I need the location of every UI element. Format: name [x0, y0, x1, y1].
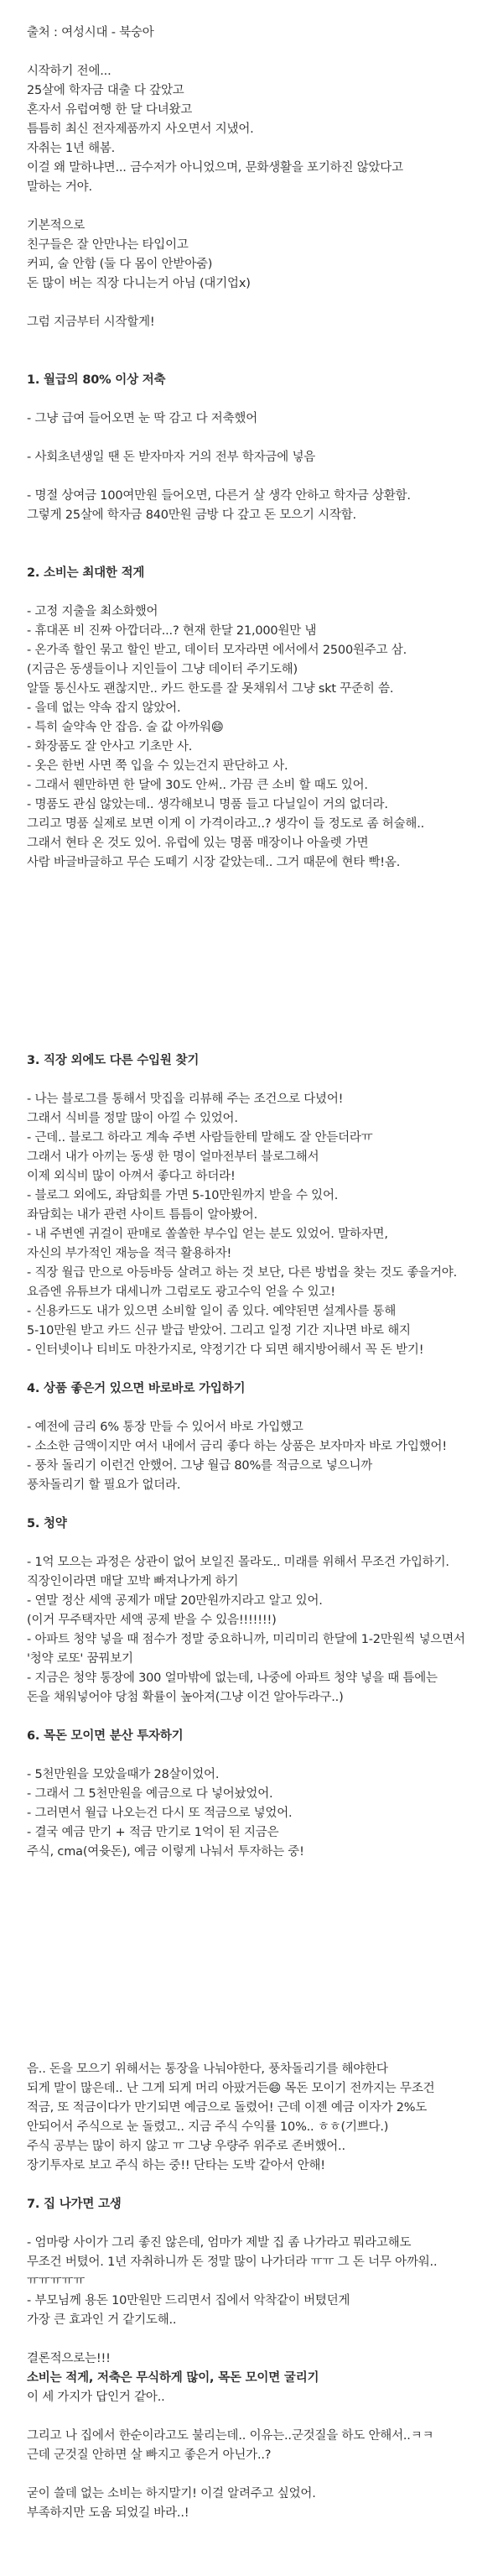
section-item: - 을데 없는 약속 잡지 않았어. [27, 701, 181, 715]
section-item: - 내 주변엔 귀걸이 판매로 쏠쏠한 부수입 얻는 분도 있었어. 말하자면, [27, 1228, 388, 1241]
paragraph-line: 적금, 또 적금이다가 만기되면 예금으로 돌렸어! 근데 이젠 예금 이자가 2%도 [27, 2101, 428, 2115]
section-item: - 소소한 금액이지만 여서 내에서 금리 좋다 하는 상품은 보자마자 바로 가입했어! [27, 1440, 447, 1453]
conclusion-after: 이 세 가지가 답인거 같아.. [27, 2391, 165, 2404]
section-item: 그래서 내가 아끼는 동생 한 명이 얼마전부터 블로그해서 [27, 1150, 319, 1164]
conclusion-summary: 소비는 적게, 저축은 무식하게 많이, 목돈 모이면 굴리기 [27, 2371, 319, 2385]
section-heading: 2. 소비는 최대한 적게 [27, 566, 145, 580]
conclusion-lead: 결론적으로는!!! [27, 2352, 111, 2365]
intro-line: 25살에 학자금 대출 다 갚았고 [27, 84, 184, 97]
section-item: - 그냥 급여 들어오면 눈 딱 감고 다 저축했어 [27, 412, 258, 425]
section-heading: 7. 집 나가면 고생 [27, 2198, 122, 2211]
section-item: - 아파트 청약 넣을 때 점수가 정말 중요하니까, 미리미리 한달에 1-2만원씩 넣으면서 [27, 1633, 465, 1646]
intro-line: 틈틈히 최신 전자제품까지 사오면서 지냈어. [27, 123, 254, 136]
section-item: 주식, cma(여윳돈), 예금 이렇게 나눠서 투자하는 중! [27, 1845, 304, 1859]
section-heading: 3. 직장 외에도 다른 수입원 찾기 [27, 1054, 200, 1067]
section-item: - 사회초년생일 땐 돈 받자마자 거의 전부 학자금에 넣음 [27, 451, 316, 464]
section-item: 이제 외식비 많이 아껴서 좋다고 하더라! [27, 1170, 236, 1183]
section-2 [27, 564, 476, 873]
section-item: - 지금은 청약 통장에 300 얼마밖에 없는데, 나중에 아파트 청약 넣을 때 틈에는 [27, 1671, 438, 1685]
section-1 [27, 371, 476, 525]
section-item: 그렇게 25살에 학자금 840만원 금방 다 갚고 돈 모으기 시작함. [27, 508, 356, 522]
spacer [27, 873, 476, 1032]
section-item: - 블로그 외에도, 좌담회를 가면 5-10만원까지 받을 수 있어. [27, 1189, 339, 1202]
paragraph-line: 장기투자로 보고 주식 하는 중!! 단타는 도박 같아서 안해! [27, 2159, 325, 2172]
section-item: 사람 바글바글하고 무슨 도떼기 시장 같았는데.. 그거 때문에 현타 빡!옴. [27, 856, 401, 869]
section-heading: 4. 상품 좋은거 있으면 바로바로 가입하기 [27, 1382, 246, 1395]
section-item: - 온가족 할인 묶고 할인 받고, 데이터 모자라면 에서에서 2500원주고 삼. [27, 644, 407, 657]
intro-line: 혼자서 유럽여행 한 달 다녀왔고 [27, 103, 193, 117]
section-item: - 연말 정산 세액 공제가 매달 20만원까지라고 알고 있어. [27, 1594, 323, 1608]
basic-line: 커피, 술 안함 (둘 다 몸이 안받아줌) [27, 258, 213, 271]
section-item: (지금은 동생들이나 지인들이 그냥 데이터 주기도해) [27, 663, 298, 676]
section-4 [27, 1379, 476, 1495]
section-item: - 엄마랑 사이가 그리 좋진 않은데, 엄마가 제발 집 좀 나가라고 뭐라고해도 [27, 2236, 412, 2250]
section-item: - 그러면서 월급 나오는건 다시 또 적금으로 넣었어. [27, 1807, 293, 1820]
basic-block [27, 216, 476, 294]
section-item: 5-10만원 받고 카드 신규 발급 받았어. 그리고 일정 기간 지나면 바로 해지 [27, 1324, 411, 1338]
source-line: 출처 : 여성시대 - 북숭아 [27, 26, 154, 39]
basic-line: 기본적으로 [27, 219, 86, 232]
section-item: '청약 로또' 꿈꿔보기 [27, 1652, 133, 1666]
section-item: - 근데.. 블로그 하라고 계속 주변 사람들한테 말해도 잘 안듣더라ㅠ [27, 1131, 373, 1145]
section-item: - 휴대폰 비 진짜 아깝더라...? 현재 한달 21,000원만 냄 [27, 624, 317, 638]
section-item: - 화장품도 잘 안사고 기초만 사. [27, 740, 193, 754]
conclusion-block [27, 2349, 476, 2523]
section-item: 그리고 명품 실제로 보면 이게 이 가격이라고..? 생각이 들 정도로 좀 허술해.. [27, 817, 425, 831]
section-item: - 옷은 한번 사면 쭉 입을 수 있는건지 판단하고 사. [27, 759, 288, 773]
section-heading: 6. 목돈 모이면 분산 투자하기 [27, 1729, 184, 1743]
closing-line: 부족하지만 도움 되었길 바라..! [27, 2506, 189, 2520]
section-item: - 풍차 돌리기 이런건 안했어. 그냥 월급 80%를 적금으로 넣으니까 [27, 1459, 373, 1473]
closing-line: 그리고 나 집에서 한순이라고도 불리는데.. 이유는..군것질을 하도 안해서..ㅋㅋ [27, 2429, 434, 2443]
section-heading: 1. 월급의 80% 이상 저축 [27, 373, 166, 387]
section-item: 풍차돌리기 할 필요가 없더라. [27, 1478, 181, 1492]
paragraph-line: 되게 말이 많은데.. 난 그게 되게 머리 아팠거든😄 목돈 모이기 전까지는 무조건 [27, 2082, 435, 2095]
section-item: 요즘엔 유튜브가 대세니까 그럼로도 광고수익 얻을 수 있고! [27, 1285, 335, 1299]
paragraph-line: 주식 공부는 많이 하지 않고 ㅠ 그냥 우량주 위주로 존버했어.. [27, 2140, 345, 2153]
section-item: 직장인이라면 매달 꼬박 빠져나가게 하기 [27, 1575, 239, 1588]
intro-line: 이걸 왜 말하냐면... 금수저가 아니었으며, 문화생활을 포기하진 않았다고 [27, 161, 403, 175]
section-item: - 그래서 그 5천만원을 예금으로 다 넣어놨었어. [27, 1787, 273, 1801]
section-item: - 특히 술약속 안 잡음. 술 값 아까워😄 [27, 721, 224, 734]
paragraph-line: 음.. 돈을 모으기 위해서는 통장을 나눠야한다, 풍차돌리기를 해야한다 [27, 2062, 388, 2076]
section-item: 좌담회는 내가 관련 사이트 틈틈이 알아봤어. [27, 1208, 257, 1222]
closing-line: 근데 군것질 안하면 살 빠지고 좋은거 아닌가..? [27, 2448, 272, 2462]
section-item: - 명절 상여금 100여만원 들어오면, 다른거 살 생각 안하고 학자금 상환함. [27, 489, 411, 503]
investing-paragraph [27, 2060, 476, 2176]
spacer [27, 1862, 476, 2021]
section-item: 그래서 식비를 정말 많이 아낄 수 있었어. [27, 1112, 238, 1125]
section-heading: 5. 청약 [27, 1517, 67, 1530]
section-item: - 나는 블로그를 통해서 맛집을 리뷰해 주는 조건으로 다녔어! [27, 1092, 344, 1106]
section-6 [27, 1727, 476, 1862]
section-item: 알뜰 통신사도 괜찮지만.. 카드 한도를 잘 못채워서 그냥 skt 꾸준히 씀. [27, 682, 394, 696]
section-item: - 예전에 금리 6% 통장 만들 수 있어서 바로 가입했고 [27, 1421, 303, 1434]
section-5 [27, 1515, 476, 1708]
section-3 [27, 1051, 476, 1360]
intro-line: 자취는 1년 해봄. [27, 142, 116, 155]
section-item: 그래서 현타 온 것도 있어. 유럽에 있는 명품 매장이나 아울렛 가면 [27, 837, 369, 850]
section-item: 무조건 버텼어. 1년 자취하니까 돈 정말 많이 나가더라 ㅠㅠ 그 돈 너무 아까워.. [27, 2255, 438, 2269]
section-item: - 고정 지출을 최소화했어 [27, 605, 158, 618]
section-item: 자신의 부가적인 재능을 적극 활용하자! [27, 1247, 232, 1260]
section-item: (이거 무주택자만 세액 공제 받을 수 있음!!!!!!!) [27, 1614, 277, 1627]
section-item: - 직장 월급 만으로 아등바등 살려고 하는 것 보단, 다른 방법을 찾는 것도 좋을거야. [27, 1266, 457, 1280]
section-7 [27, 2195, 476, 2330]
intro-line: 말하는 거야. [27, 180, 92, 194]
intro-line: 시작하기 전에... [27, 65, 111, 78]
section-item: ㅠㅠㅠㅠㅠ [27, 2275, 86, 2288]
section-item: - 결국 예금 만기 + 적금 만기로 1억이 된 지금은 [27, 1826, 279, 1839]
section-item: - 1억 모으는 과정은 상관이 없어 보일진 몰라도.. 미래를 위해서 무조건 가입하기. [27, 1556, 449, 1569]
section-item: - 그래서 웬만하면 한 달에 30도 안써.. 가끔 큰 소비 할 때도 있어. [27, 779, 368, 792]
start-line: 그럼 지금부터 시작할게! [27, 315, 155, 329]
section-item: 가장 큰 효과인 거 같기도해.. [27, 2313, 177, 2327]
paragraph-line: 안되어서 주식으로 눈 돌렸고.. 지금 주식 수익률 10%.. ㅎㅎ(기쁘다.) [27, 2120, 389, 2134]
section-item: - 5천만원을 모았을때가 28살이었어. [27, 1768, 220, 1781]
basic-line: 돈 많이 버는 직장 다니는거 아님 (대기업x) [27, 277, 251, 290]
section-item: - 부모님께 용돈 10만원만 드리면서 집에서 악착같이 버텼던게 [27, 2294, 350, 2307]
section-item: - 명품도 관심 않았는데.. 생각해보니 명품 들고 다닐일이 거의 없더라. [27, 798, 388, 811]
section-item: 돈을 채워넣어야 당첨 확률이 높아져(그냥 이건 알아두라구..) [27, 1691, 344, 1704]
intro-block [27, 62, 476, 197]
closing-line: 굳이 쓸데 없는 소비는 하지말기! 이걸 알려주고 싶었어. [27, 2487, 316, 2500]
section-item: - 인터넷이나 티비도 마찬가지로, 약정기간 다 되면 해지방어해서 꼭 돈 받기! [27, 1343, 424, 1357]
section-item: - 신용카드도 내가 있으면 소비할 일이 좀 있다. 예약된면 설계사를 통해 [27, 1305, 397, 1318]
basic-line: 친구들은 잘 안만나는 타입이고 [27, 238, 189, 252]
